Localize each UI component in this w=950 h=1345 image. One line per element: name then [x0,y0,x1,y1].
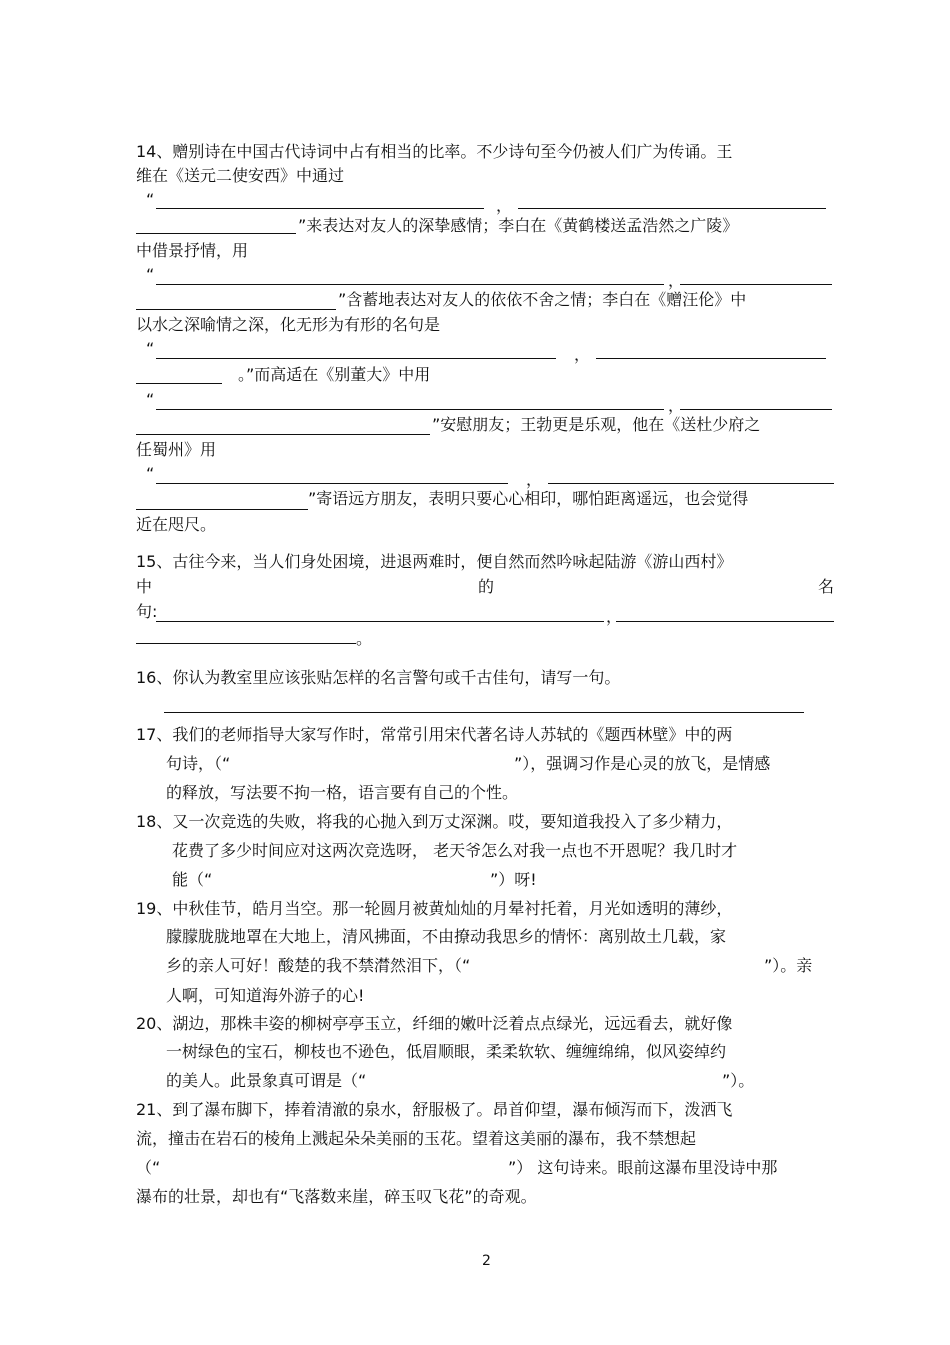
q14-line-7: ”含蓄地表达对友人的依依不舍之情；李白在《赠汪伦》中 [338,290,747,309]
q15-word-1: 中 [136,577,153,596]
page-number: 2 [482,1253,491,1269]
q20-line-1: 20、湖边，那株丰姿的柳树亭亭玉立，纤细的嫩叶泛着点点绿光，远远看去，就好像 [136,1014,733,1033]
q15-blank-b[interactable] [616,621,834,622]
q19-line-1: 19、中秋佳节，皓月当空。那一轮圆月被黄灿灿的月晕衬托着，月光如透明的薄纱， [136,899,733,918]
q14-line-8: 以水之深喻情之深，化无形为有形的名句是 [136,315,441,334]
q20-line-3b: ”）。 [722,1071,755,1090]
q15-word-3: 名 [818,577,835,596]
q18-line-2: 花费了多少时间应对这两次竞选呀， 老天爷怎么对我一点也不开恩呢？我几时才 [172,841,738,860]
q21-line-3b: ”） 这句诗来。眼前这瀑布里没诗中那 [508,1158,778,1177]
q18-line-3a: 能（“ [172,870,213,889]
q20-line-2: 一树绿色的宝石，柳枝也不逊色，低眉顺眼，柔柔软软、缠缠绵绵，似风姿绰约 [166,1042,727,1061]
q17-line-1: 17、我们的老师指导大家写作时，常常引用宋代著名诗人苏轼的《题西林壁》中的两 [136,725,733,744]
q17-line-2a: 句诗，（“ [166,754,231,773]
q15-comma: ， [606,607,623,626]
q14-blank-1b[interactable] [518,208,826,209]
q14-blank-5a[interactable] [156,483,508,484]
q18-line-1: 18、又一次竞选的失败，将我的心抛入到万丈深渊。哎，要知道我投入了多少精力， [136,812,733,831]
q14-blank-2b[interactable] [680,284,832,285]
q18-line-3b: ”）呀! [490,870,537,889]
q16-line-1: 16、你认为教室里应该张贴怎样的名言警句或千古佳句，请写一句。 [136,668,621,687]
q14-comma-5: ， [526,470,543,489]
q19-line-2: 朦朦胧胧地罩在大地上，清风拂面，不由撩动我思乡的情怀：离别故土几载，家 [166,927,727,946]
q14-line-16: 近在咫尺。 [136,515,217,534]
q15-blank-c[interactable] [136,643,356,644]
q14-comma-3: ， [574,345,591,364]
q19-line-3b: ”）。亲 [764,956,813,975]
q14-line-5: 中借景抒情，用 [136,241,249,260]
q14-blank-1a[interactable] [156,208,484,209]
q14-line-2: 维在《送元二使安西》中通过 [136,166,345,185]
q14-comma-4: ， [668,396,685,415]
q14-open-quote-4: “ [146,390,155,409]
q14-blank-1c[interactable] [136,233,296,234]
q14-blank-3b[interactable] [596,358,826,359]
q14-blank-4b[interactable] [680,409,832,410]
q14-blank-5c[interactable] [136,509,308,510]
q20-line-3a: 的美人。此景象真可谓是（“ [166,1071,367,1090]
q14-line-1: 14、赠别诗在中国古代诗词中占有相当的比率。不少诗句至今仍被人们广为传诵。王 [136,142,733,161]
q14-blank-2a[interactable] [156,284,664,285]
q14-line-4: ”来表达对友人的深挚感情；李白在《黄鹤楼送孟浩然之广陵》 [298,216,739,235]
q19-line-4: 人啊，可知道海外游子的心! [166,986,365,1005]
q21-line-3a: （“ [136,1158,161,1177]
q15-line-1: 15、古往今来，当人们身处困境，进退两难时，便自然而然吟咏起陆游《游山西村》 [136,552,733,571]
q14-open-quote-1: “ [146,190,155,209]
q14-line-10: 。”而高适在《别董大》中用 [238,365,431,384]
q21-line-4: 瀑布的壮景，却也有“飞落数来崖，碎玉叹飞花”的奇观。 [136,1187,537,1206]
q14-blank-2c[interactable] [136,309,336,310]
q19-line-3a: 乡的亲人可好！酸楚的我不禁潸然泪下，（“ [166,956,471,975]
q14-blank-4c[interactable] [136,434,430,435]
q14-open-quote-2: “ [146,265,155,284]
q21-line-2: 流，撞击在岩石的棱角上溅起朵朵美丽的玉花。望着这美丽的瀑布，我不禁想起 [136,1129,697,1148]
q15-end-mark: 。 [356,629,373,648]
q14-blank-3c[interactable] [136,383,222,384]
q14-comma-1: ， [496,196,513,215]
q14-blank-5b[interactable] [548,483,834,484]
q14-open-quote-3: “ [146,339,155,358]
q21-line-1: 21、到了瀑布脚下，捧着清澈的泉水，舒服极了。昂首仰望，瀑布倾泻而下，泼洒飞 [136,1100,733,1119]
q14-blank-3a[interactable] [156,358,556,359]
q14-line-12: ”安慰朋友；王勃更是乐观，他在《送杜少府之 [432,415,761,434]
q14-line-13: 任蜀州》用 [136,440,217,459]
q15-line-3: 句: [136,602,158,621]
q14-line-15: ”寄语远方朋友，表明只要心心相印，哪怕距离遥远，也会觉得 [308,489,749,508]
q14-blank-4a[interactable] [156,409,664,410]
q17-line-3: 的释放，写法要不拘一格，语言要有自己的个性。 [166,783,519,802]
q14-open-quote-5: “ [146,464,155,483]
q16-answer-blank[interactable] [164,712,804,713]
q15-word-2: 的 [478,577,495,596]
q15-blank-a[interactable] [156,621,604,622]
q17-line-2b: ”），强调习作是心灵的放飞，是情感 [514,754,771,773]
q14-comma-2: ， [668,271,685,290]
